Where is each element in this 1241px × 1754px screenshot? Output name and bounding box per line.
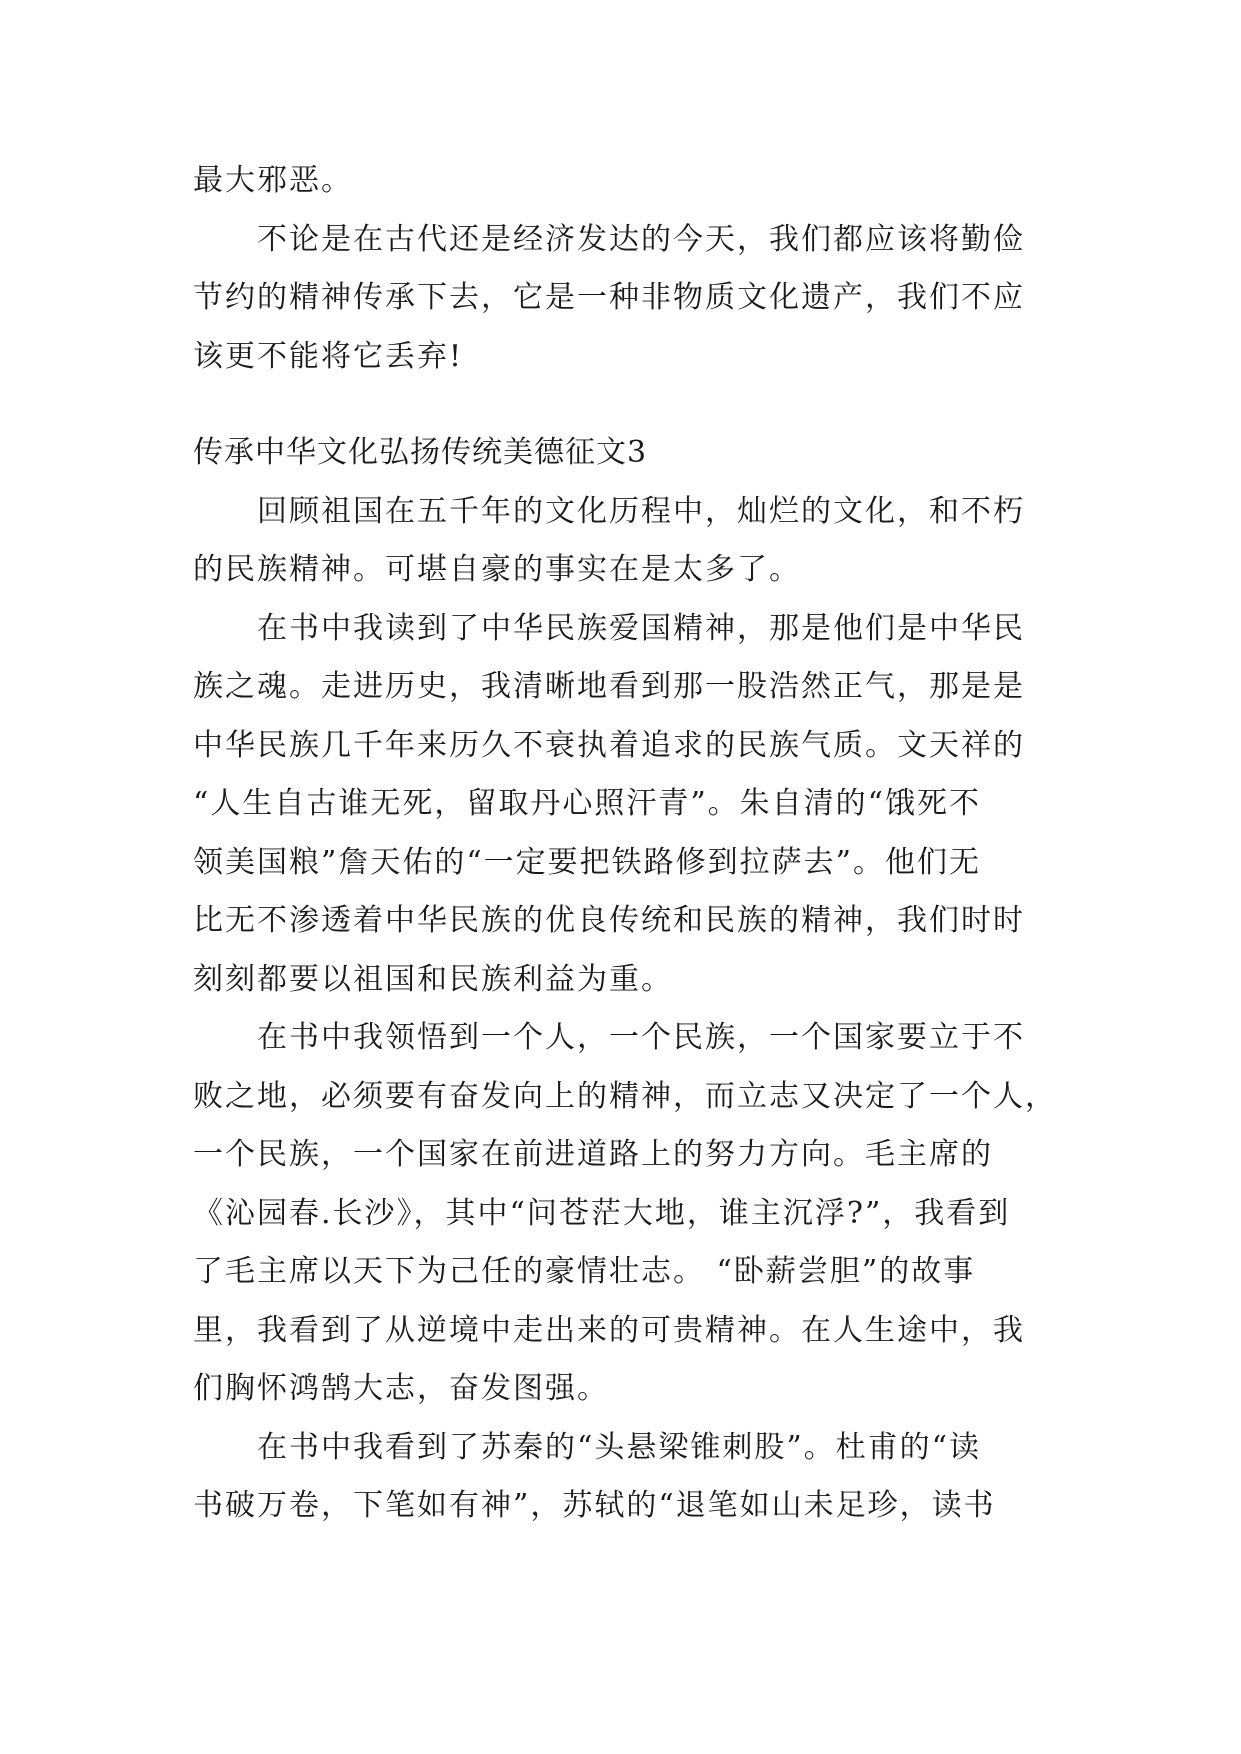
text-line: 《沁园春.长沙》，其中“问苍茫大地，谁主沉浮?”，我看到 — [193, 1195, 1011, 1231]
text-line: 中华民族几千年来历久不衰执着追求的民族气质。文天祥的 — [193, 727, 1025, 763]
text-line: 在书中我读到了中华民族爱国精神，那是他们是中华民 — [257, 610, 1025, 646]
text-line: 们胸怀鸿鹄大志，奋发图强。 — [193, 1371, 609, 1406]
document-body — [193, 152, 1057, 1536]
text-line: 该更不能将它丢弃! — [193, 338, 464, 374]
paragraph-frugality — [193, 211, 1051, 387]
section-title: 传承中华文化弘扬传统美德征文3 — [193, 435, 648, 470]
paragraph-diligence — [193, 1419, 1051, 1536]
text-line: 里，我看到了从逆境中走出来的可贵精神。在人生途中，我 — [193, 1312, 1025, 1348]
text-line: 一个民族，一个国家在前进道路上的努力方向。毛主席的 — [193, 1137, 993, 1172]
paragraph-tail — [193, 152, 1051, 211]
text-line: 败之地，必须要有奋发向上的精神，而立志又决定了一个人， — [193, 1078, 1057, 1114]
text-line: 族之魂。走进历史，我清晰地看到那一股浩然正气，那是是 — [193, 669, 1025, 704]
text-line: 节约的精神传承下去，它是一种非物质文化遗产，我们不应 — [193, 280, 1025, 315]
text-line: 在书中我看到了苏秦的“头悬梁锥刺股”。杜甫的“读 — [257, 1429, 982, 1465]
paragraph-patriotism — [193, 600, 1051, 1010]
text-line: 比无不渗透着中华民族的优良传统和民族的精神，我们时时 — [193, 903, 1025, 938]
text-line: 在书中我领悟到一个人，一个民族，一个国家要立于不 — [257, 1020, 1025, 1055]
text-line: 书破万卷，下笔如有神”，苏轼的“退笔如山未足珍，读书 — [193, 1488, 996, 1523]
text-line: 了毛主席以天下为己任的豪情壮志。 “卧薪尝胆”的故事 — [193, 1254, 976, 1289]
text-line: 的民族精神。可堪自豪的事实在是太多了。 — [193, 552, 801, 587]
text-line: 回顾祖国在五千年的文化历程中，灿烂的文化，和不朽 — [257, 493, 1025, 529]
paragraph-aspiration — [193, 1009, 1057, 1419]
text-line: 领美国粮”詹天佑的“一定要把铁路修到拉萨去”。他们无 — [193, 844, 982, 880]
paragraph-intro — [193, 483, 1051, 600]
text-line: “人生自古谁无死，留取丹心照汗青”。朱自清的“饿死不 — [193, 786, 982, 821]
text-line: 刻刻都要以祖国和民族利益为重。 — [193, 961, 673, 997]
text-line: 最大邪恶。 — [193, 163, 353, 198]
text-line: 不论是在古代还是经济发达的今天，我们都应该将勤俭 — [257, 221, 1025, 257]
